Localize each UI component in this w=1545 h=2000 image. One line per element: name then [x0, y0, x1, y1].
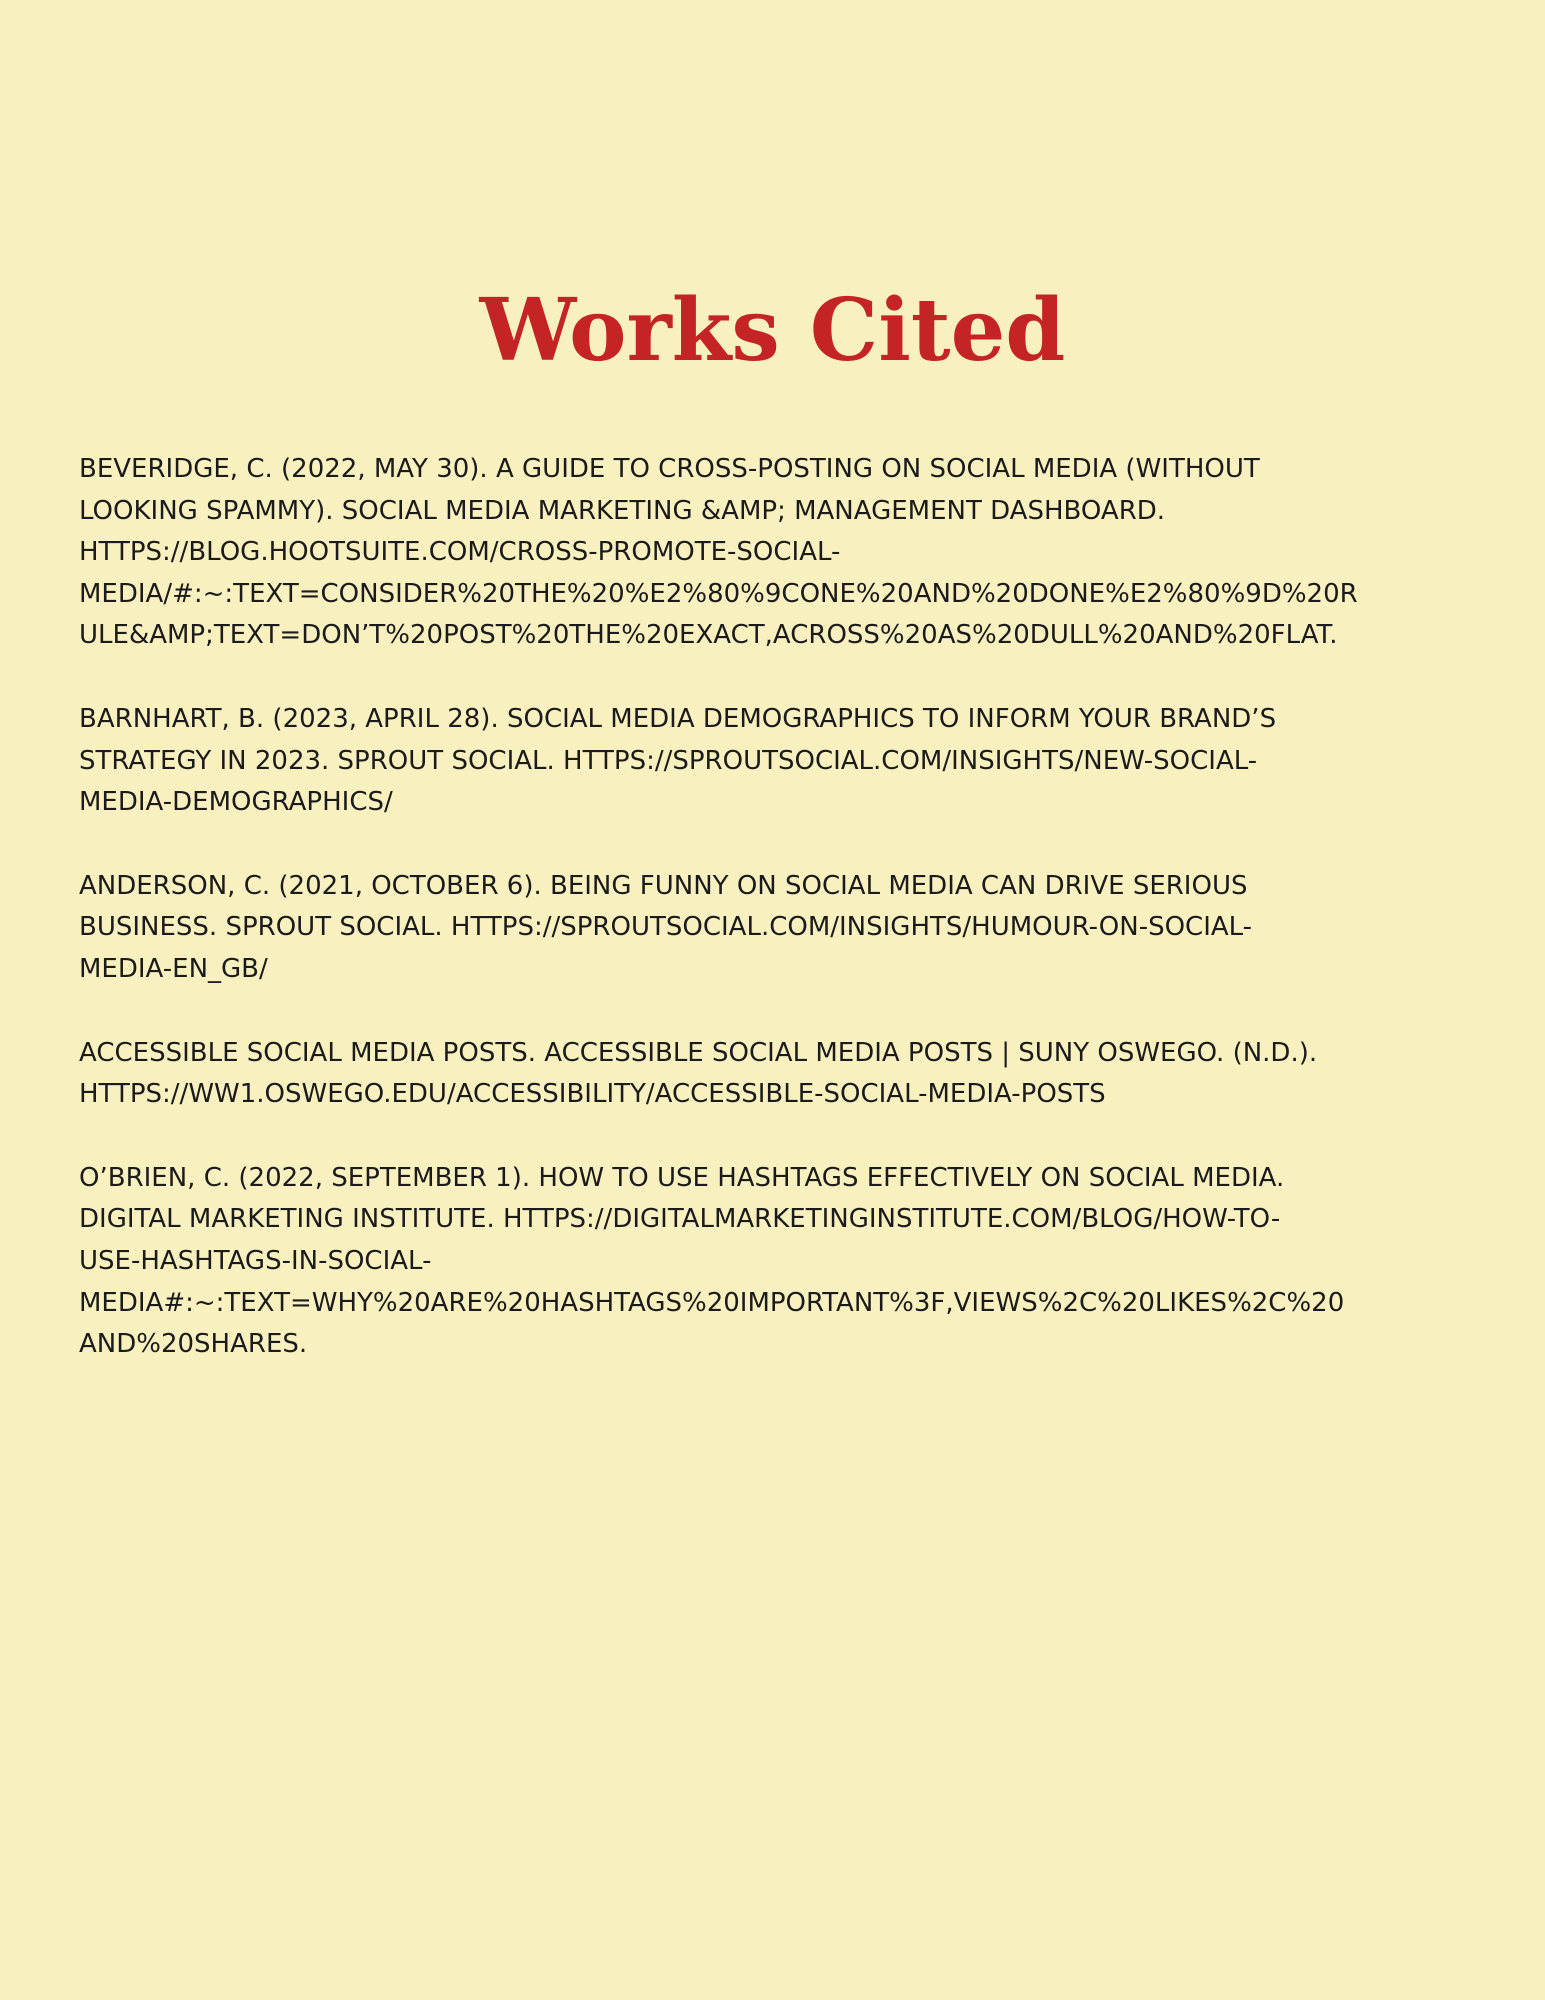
- citation-line: LOOKING SPAMMY). SOCIAL MEDIA MARKETING &AMP; MANAGEMENT DASHBOARD.: [79, 495, 1166, 526]
- citation-line: BARNHART, B. (2023, APRIL 28). SOCIAL MEDIA DEMOGRAPHICS TO INFORM YOUR BRAND’S: [79, 703, 1277, 734]
- citation-beveridge: [79, 449, 1545, 657]
- citation-line: BUSINESS. SPROUT SOCIAL. HTTPS://SPROUTSOCIAL.COM/INSIGHTS/HUMOUR-ON-SOCIAL-: [79, 912, 1253, 943]
- citation-line: ANDERSON, C. (2021, OCTOBER 6). BEING FUNNY ON SOCIAL MEDIA CAN DRIVE SERIOUS: [79, 870, 1248, 901]
- citation-line: DIGITAL MARKETING INSTITUTE. HTTPS://DIGITALMARKETINGINSTITUTE.COM/BLOG/HOW-TO-: [79, 1204, 1281, 1235]
- citation-line: O’BRIEN, C. (2022, SEPTEMBER 1). HOW TO USE HASHTAGS EFFECTIVELY ON SOCIAL MEDIA.: [79, 1162, 1285, 1193]
- citation-line: ACCESSIBLE SOCIAL MEDIA POSTS. ACCESSIBLE SOCIAL MEDIA POSTS | SUNY OSWEGO. (N.D.).: [79, 1037, 1318, 1068]
- citation-url-line: AND%20SHARES.: [79, 1329, 308, 1360]
- citation-url-line: MEDIA#:~:TEXT=WHY%20ARE%20HASHTAGS%20IMPORTANT%3F,VIEWS%2C%20LIKES%2C%20: [79, 1287, 1345, 1318]
- citation-url-line: USE-HASHTAGS-IN-SOCIAL-: [79, 1245, 432, 1276]
- citation-url-line: MEDIA/#:~:TEXT=CONSIDER%20THE%20%E2%80%9CONE%20AND%20DONE%E2%80%9D%20R: [79, 578, 1358, 609]
- citation-line: STRATEGY IN 2023. SPROUT SOCIAL. HTTPS://SPROUTSOCIAL.COM/INSIGHTS/NEW-SOCIAL-: [79, 745, 1258, 776]
- citation-url-line: HTTPS://WW1.OSWEGO.EDU/ACCESSIBILITY/ACCESSIBLE-SOCIAL-MEDIA-POSTS: [79, 1079, 1106, 1110]
- citation-obrien: [79, 1158, 1545, 1366]
- page-title: Works Cited: [479, 280, 1066, 381]
- citation-url-line: MEDIA-DEMOGRAPHICS/: [79, 787, 393, 818]
- citation-line: BEVERIDGE, C. (2022, MAY 30). A GUIDE TO CROSS-POSTING ON SOCIAL MEDIA (WITHOUT: [79, 454, 1260, 484]
- citation-url-line: MEDIA-EN_GB/: [79, 953, 268, 984]
- citation-url-line: HTTPS://BLOG.HOOTSUITE.COM/CROSS-PROMOTE-SOCIAL-: [79, 537, 841, 568]
- citation-list: [79, 449, 1545, 1408]
- citation-url-line: ULE&AMP;TEXT=DON’T%20POST%20THE%20EXACT,ACROSS%20AS%20DULL%20AND%20FLAT.: [79, 620, 1338, 651]
- citation-anderson: [79, 866, 1545, 991]
- citation-suny-oswego: [79, 1033, 1545, 1116]
- citation-barnhart: [79, 699, 1545, 824]
